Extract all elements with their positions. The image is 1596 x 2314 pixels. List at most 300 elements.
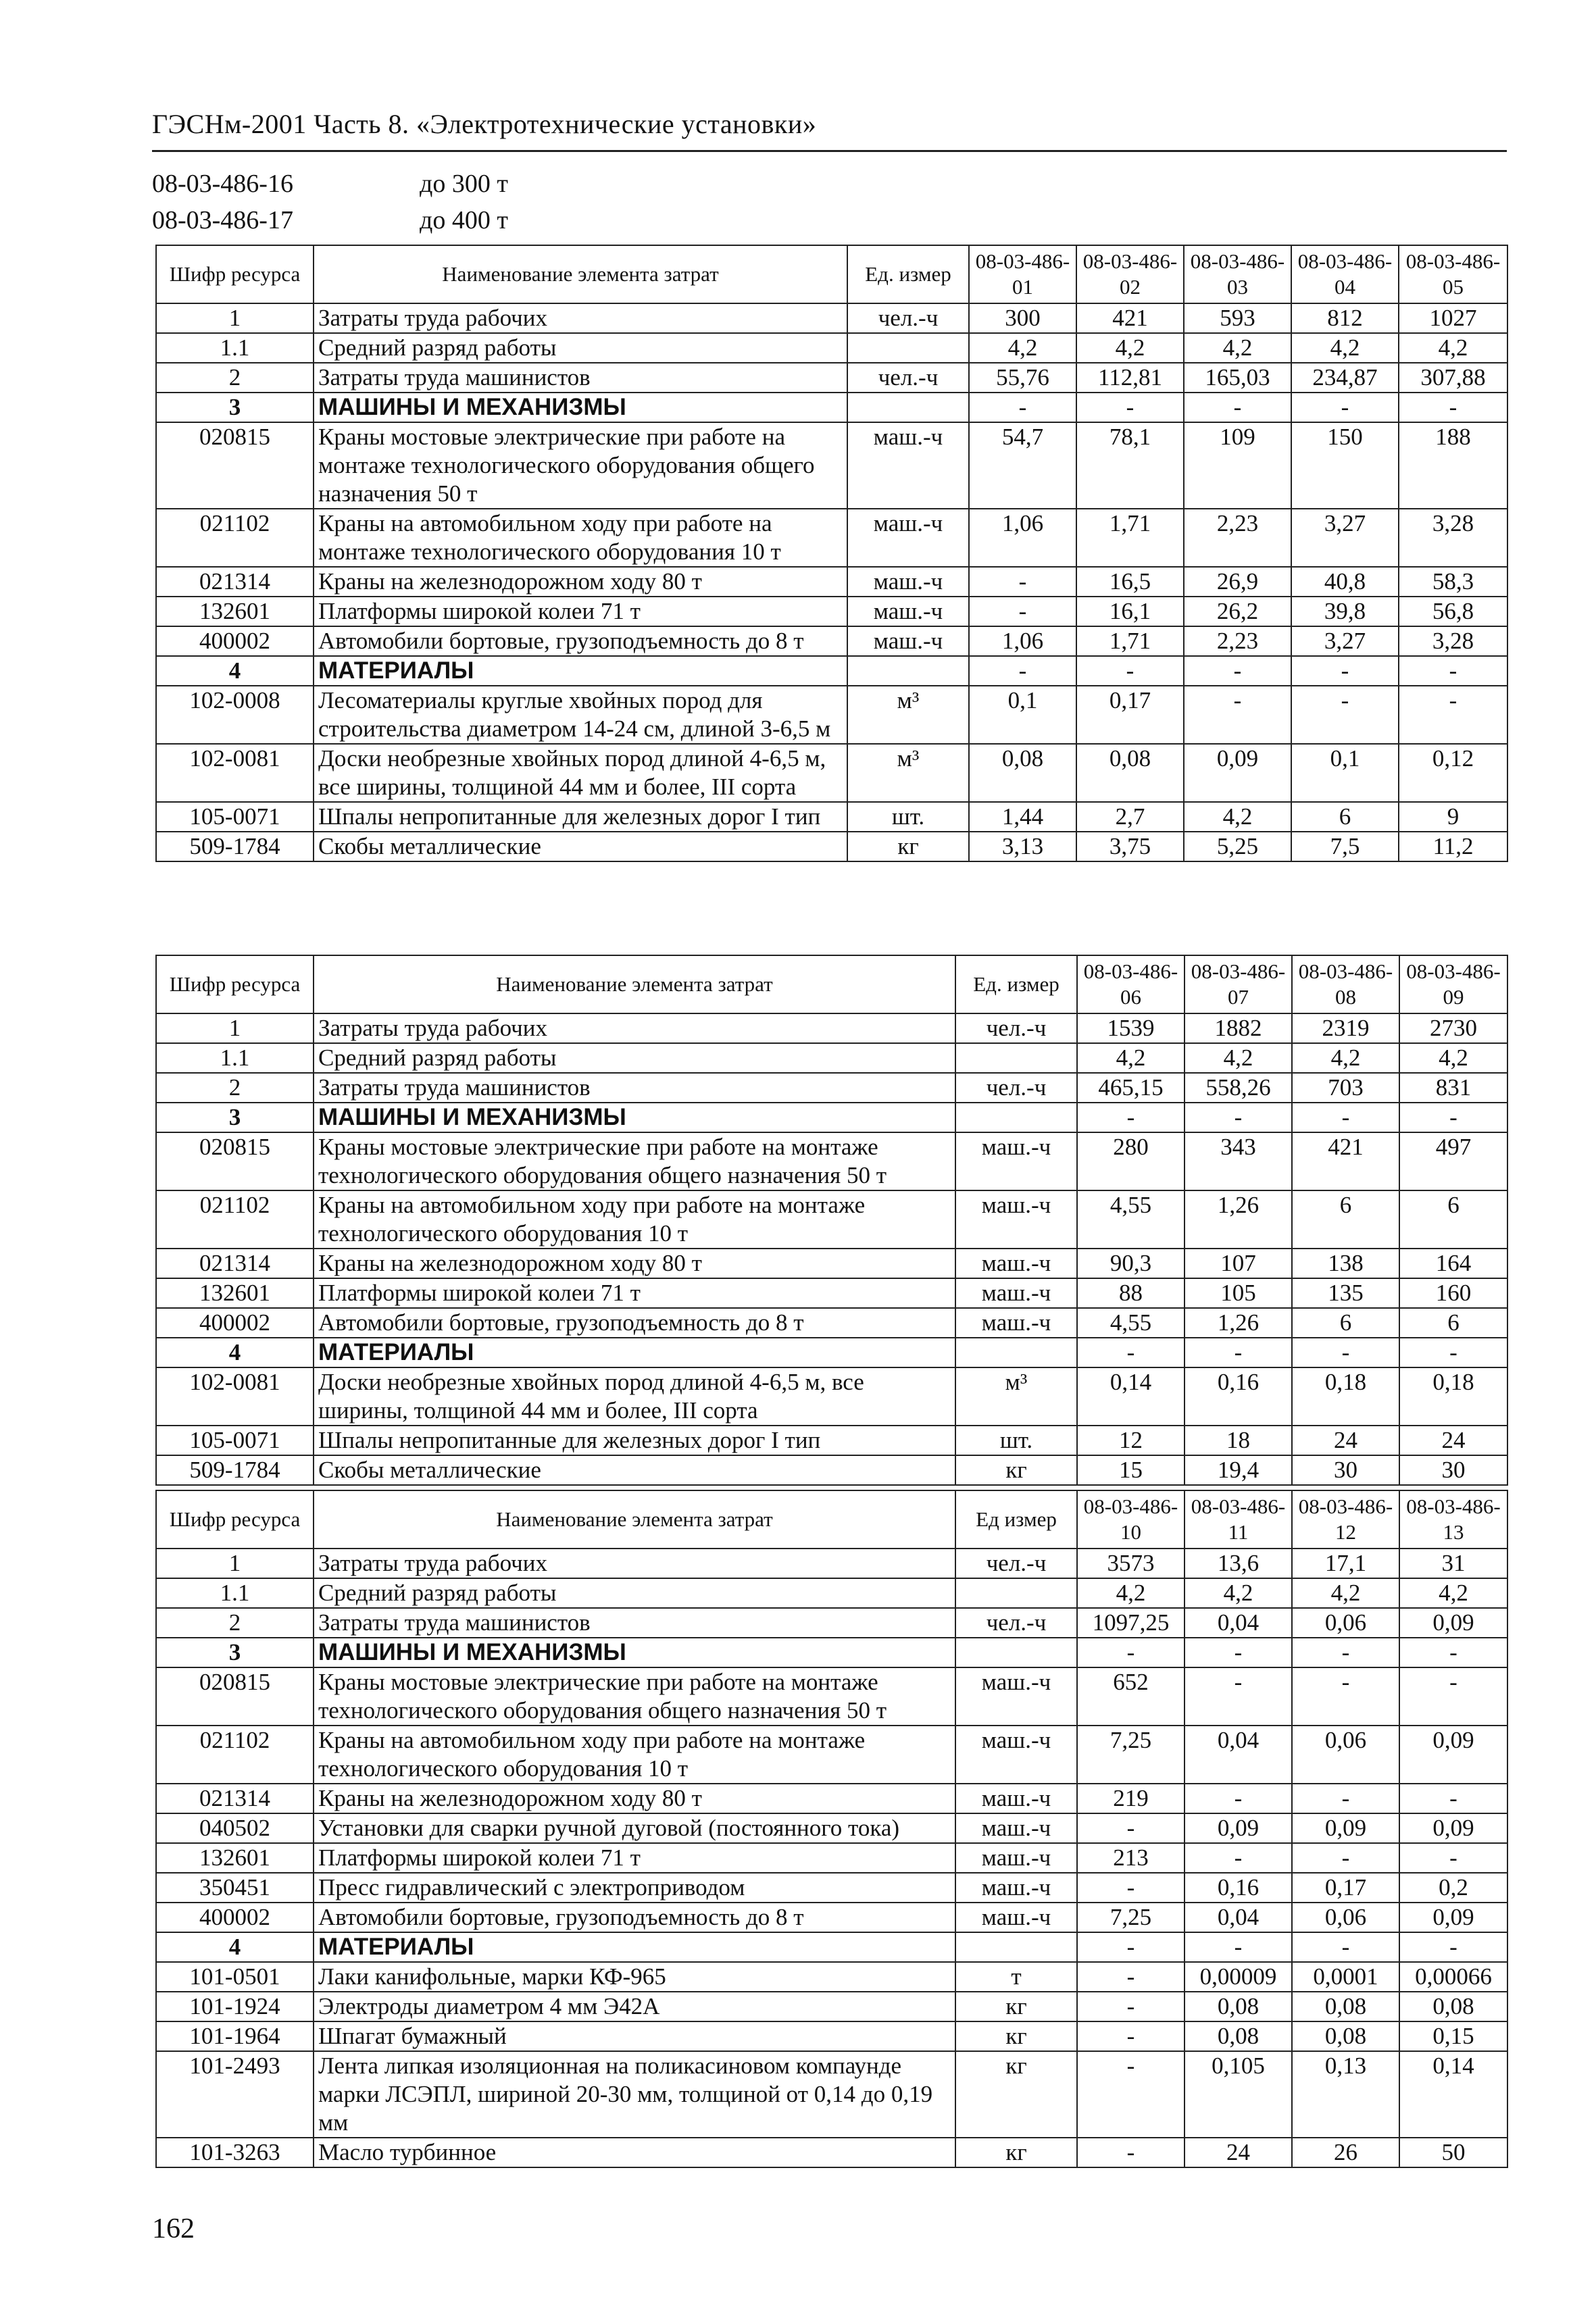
resource-code: 021314 bbox=[156, 1784, 314, 1813]
resource-name: Затраты труда рабочих bbox=[314, 1013, 955, 1043]
resource-value: - bbox=[1292, 1932, 1399, 1962]
resource-value: 6 bbox=[1399, 1308, 1507, 1338]
resource-code: 3 bbox=[156, 1638, 314, 1667]
resource-value: 4,2 bbox=[1077, 1043, 1184, 1073]
resource-value: - bbox=[969, 656, 1076, 686]
header-unit: Ед измер bbox=[955, 1490, 1077, 1549]
resource-value: 26,2 bbox=[1184, 597, 1291, 626]
resource-value: 90,3 bbox=[1077, 1249, 1184, 1278]
table-row bbox=[156, 422, 1507, 509]
resource-value: 307,88 bbox=[1399, 363, 1507, 393]
resource-name: Краны мостовые электрические при работе на монтаже технологического оборудования общего назначения 50 т bbox=[314, 1132, 955, 1190]
resource-value: 0,17 bbox=[1292, 1873, 1399, 1903]
resource-code: 101-3263 bbox=[156, 2138, 314, 2167]
resource-value: 2730 bbox=[1399, 1013, 1507, 1043]
resource-value: 54,7 bbox=[969, 422, 1076, 509]
resource-name: МАТЕРИАЛЫ bbox=[314, 1338, 955, 1367]
resource-value: 1,26 bbox=[1184, 1308, 1292, 1338]
table-row bbox=[156, 1784, 1507, 1813]
resource-value: - bbox=[1077, 1338, 1184, 1367]
resource-value: - bbox=[1077, 1638, 1184, 1667]
resource-value: 0,08 bbox=[969, 744, 1076, 802]
resource-unit: маш.-ч bbox=[955, 1903, 1077, 1932]
resource-value: - bbox=[1292, 1638, 1399, 1667]
section-row bbox=[156, 656, 1507, 686]
resource-unit bbox=[955, 1043, 1077, 1073]
resource-value: - bbox=[969, 597, 1076, 626]
resource-code: 020815 bbox=[156, 1132, 314, 1190]
resource-value: 105 bbox=[1184, 1278, 1292, 1308]
header-row bbox=[156, 955, 1507, 1013]
resource-code: 102-0081 bbox=[156, 1367, 314, 1426]
resource-value: - bbox=[1076, 393, 1184, 422]
resource-code: 1.1 bbox=[156, 1578, 314, 1608]
resource-value: 0,13 bbox=[1292, 2051, 1399, 2138]
resource-value: 24 bbox=[1292, 1426, 1399, 1455]
header-name: Наименование элемента затрат bbox=[314, 955, 955, 1013]
resource-value: 558,26 bbox=[1184, 1073, 1292, 1103]
resource-unit: чел.-ч bbox=[955, 1608, 1077, 1638]
resource-code: 132601 bbox=[156, 1278, 314, 1308]
resource-name: Затраты труда рабочих bbox=[314, 303, 847, 333]
resource-value: 56,8 bbox=[1399, 597, 1507, 626]
resource-unit: кг bbox=[955, 2138, 1077, 2167]
resource-code: 021102 bbox=[156, 509, 314, 567]
resource-value: 0,08 bbox=[1184, 2021, 1292, 2051]
resource-value: 3,27 bbox=[1291, 626, 1399, 656]
resource-value: 4,2 bbox=[1184, 802, 1291, 832]
header-column-code: 08-03-486-12 bbox=[1292, 1490, 1399, 1549]
header-unit: Ед. измер bbox=[847, 245, 969, 303]
resource-value: 0,1 bbox=[1291, 744, 1399, 802]
resource-value: 17,1 bbox=[1292, 1549, 1399, 1578]
resource-unit: чел.-ч bbox=[847, 363, 969, 393]
resource-value: 164 bbox=[1399, 1249, 1507, 1278]
resource-unit: маш.-ч bbox=[955, 1784, 1077, 1813]
resource-value: 4,2 bbox=[1399, 333, 1507, 363]
resource-code: 509-1784 bbox=[156, 832, 314, 861]
resource-value: - bbox=[1399, 1784, 1507, 1813]
resource-name: Краны на железнодорожном ходу 80 т bbox=[314, 1784, 955, 1813]
header-code: Шифр ресурса bbox=[156, 955, 314, 1013]
resource-value: 6 bbox=[1292, 1308, 1399, 1338]
resource-unit: чел.-ч bbox=[847, 303, 969, 333]
resource-code: 105-0071 bbox=[156, 802, 314, 832]
resource-name: Средний разряд работы bbox=[314, 1043, 955, 1073]
resource-value: - bbox=[1077, 1103, 1184, 1132]
resource-value: - bbox=[1077, 1932, 1184, 1962]
resource-name: Краны на автомобильном ходу при работе на монтаже технологического оборудования 10 т bbox=[314, 1726, 955, 1784]
resource-value: 4,2 bbox=[1077, 1578, 1184, 1608]
resource-value: 4,2 bbox=[1399, 1043, 1507, 1073]
resource-value: 1882 bbox=[1184, 1013, 1292, 1043]
table-row bbox=[156, 832, 1507, 861]
resource-unit: чел.-ч bbox=[955, 1549, 1077, 1578]
resource-value: 421 bbox=[1292, 1132, 1399, 1190]
resource-value: 1,26 bbox=[1184, 1190, 1292, 1249]
resource-unit: маш.-ч bbox=[847, 597, 969, 626]
resource-code: 132601 bbox=[156, 597, 314, 626]
resource-value: 812 bbox=[1291, 303, 1399, 333]
resource-table-3 bbox=[155, 1490, 1508, 2168]
resource-value: 1539 bbox=[1077, 1013, 1184, 1043]
resource-unit bbox=[955, 1103, 1077, 1132]
resource-value: - bbox=[1292, 1103, 1399, 1132]
resource-name: Скобы металлические bbox=[314, 1455, 955, 1485]
resource-value: 1097,25 bbox=[1077, 1608, 1184, 1638]
resource-value: 2,23 bbox=[1184, 626, 1291, 656]
resource-value: 88 bbox=[1077, 1278, 1184, 1308]
resource-value: 30 bbox=[1292, 1455, 1399, 1485]
resource-code: 400002 bbox=[156, 1308, 314, 1338]
header-code: Шифр ресурса bbox=[156, 1490, 314, 1549]
resource-name: Скобы металлические bbox=[314, 832, 847, 861]
resource-value: - bbox=[1399, 1103, 1507, 1132]
resource-value: - bbox=[969, 567, 1076, 597]
section-row bbox=[156, 1638, 1507, 1667]
resource-name: Доски необрезные хвойных пород длиной 4-6,5 м, все ширины, толщиной 44 мм и более, III сорта bbox=[314, 744, 847, 802]
header-column-code: 08-03-486-10 bbox=[1077, 1490, 1184, 1549]
table-row bbox=[156, 1013, 1507, 1043]
resource-value: 4,2 bbox=[1291, 333, 1399, 363]
header-column-code: 08-03-486-11 bbox=[1184, 1490, 1292, 1549]
resource-unit: м³ bbox=[955, 1367, 1077, 1426]
resource-value: 6 bbox=[1292, 1190, 1399, 1249]
resource-unit: шт. bbox=[847, 802, 969, 832]
resource-value: 0,08 bbox=[1076, 744, 1184, 802]
resource-value: 165,03 bbox=[1184, 363, 1291, 393]
resource-code: 1 bbox=[156, 303, 314, 333]
table-row bbox=[156, 1132, 1507, 1190]
resource-value: 2,7 bbox=[1076, 802, 1184, 832]
resource-name: Автомобили бортовые, грузоподъемность до 8 т bbox=[314, 1308, 955, 1338]
resource-value: 1,06 bbox=[969, 626, 1076, 656]
resource-value: 0,1 bbox=[969, 686, 1076, 744]
table-row bbox=[156, 509, 1507, 567]
resource-value: - bbox=[1399, 686, 1507, 744]
resource-unit: чел.-ч bbox=[955, 1073, 1077, 1103]
resource-code: 021314 bbox=[156, 567, 314, 597]
resource-code: 020815 bbox=[156, 422, 314, 509]
table-row bbox=[156, 303, 1507, 333]
resource-value: - bbox=[1184, 1638, 1292, 1667]
resource-value: 0,08 bbox=[1292, 2021, 1399, 2051]
resource-unit: маш.-ч bbox=[955, 1843, 1077, 1873]
resource-value: 112,81 bbox=[1076, 363, 1184, 393]
resource-value: 6 bbox=[1291, 802, 1399, 832]
resource-value: 593 bbox=[1184, 303, 1291, 333]
resource-value: 0,12 bbox=[1399, 744, 1507, 802]
resource-value: - bbox=[1292, 1784, 1399, 1813]
resource-unit: маш.-ч bbox=[847, 567, 969, 597]
table-row bbox=[156, 1843, 1507, 1873]
section-row bbox=[156, 1338, 1507, 1367]
resource-value: 24 bbox=[1184, 2138, 1292, 2167]
resource-value: 0,08 bbox=[1184, 1992, 1292, 2021]
resource-value: 0,18 bbox=[1399, 1367, 1507, 1426]
resource-name: Шпалы непропитанные для железных дорог I тип bbox=[314, 802, 847, 832]
resource-code: 4 bbox=[156, 1338, 314, 1367]
resource-unit: маш.-ч bbox=[955, 1308, 1077, 1338]
resource-code: 102-0081 bbox=[156, 744, 314, 802]
resource-code: 020815 bbox=[156, 1667, 314, 1726]
resource-value: - bbox=[1399, 1338, 1507, 1367]
resource-value: - bbox=[1077, 1873, 1184, 1903]
resource-unit bbox=[955, 1638, 1077, 1667]
resource-value: 0,14 bbox=[1399, 2051, 1507, 2138]
header-row bbox=[156, 1490, 1507, 1549]
table-row bbox=[156, 1278, 1507, 1308]
resource-value: - bbox=[1077, 2051, 1184, 2138]
resource-value: 0,04 bbox=[1184, 1608, 1292, 1638]
resource-value: 26,9 bbox=[1184, 567, 1291, 597]
resource-value: 78,1 bbox=[1076, 422, 1184, 509]
table-row bbox=[156, 567, 1507, 597]
resource-value: - bbox=[1399, 393, 1507, 422]
code-description: до 400 т bbox=[420, 206, 508, 234]
resource-value: - bbox=[1077, 2138, 1184, 2167]
table-row bbox=[156, 1608, 1507, 1638]
resource-value: 3,28 bbox=[1399, 509, 1507, 567]
table-row bbox=[156, 1249, 1507, 1278]
section-row bbox=[156, 1103, 1507, 1132]
resource-value: 0,17 bbox=[1076, 686, 1184, 744]
resource-value: - bbox=[1184, 1667, 1292, 1726]
resource-unit bbox=[955, 1578, 1077, 1608]
resource-value: 0,06 bbox=[1292, 1903, 1399, 1932]
resource-unit: маш.-ч bbox=[955, 1873, 1077, 1903]
resource-value: 26 bbox=[1292, 2138, 1399, 2167]
section-row bbox=[156, 393, 1507, 422]
resource-name: Краны на железнодорожном ходу 80 т bbox=[314, 1249, 955, 1278]
resource-name: Затраты труда машинистов bbox=[314, 1073, 955, 1103]
table-row bbox=[156, 1073, 1507, 1103]
resource-value: 4,2 bbox=[1076, 333, 1184, 363]
table-row bbox=[156, 333, 1507, 363]
table-row bbox=[156, 1455, 1507, 1485]
resource-value: 5,25 bbox=[1184, 832, 1291, 861]
resource-code: 509-1784 bbox=[156, 1455, 314, 1485]
table-row bbox=[156, 1426, 1507, 1455]
resource-value: - bbox=[1291, 686, 1399, 744]
resource-value: 11,2 bbox=[1399, 832, 1507, 861]
resource-value: 19,4 bbox=[1184, 1455, 1292, 1485]
resource-value: 107 bbox=[1184, 1249, 1292, 1278]
resource-value: 4,2 bbox=[1184, 333, 1291, 363]
resource-value: - bbox=[1184, 656, 1291, 686]
header-name: Наименование элемента затрат bbox=[314, 1490, 955, 1549]
resource-value: 0,09 bbox=[1399, 1903, 1507, 1932]
resource-name: Краны на железнодорожном ходу 80 т bbox=[314, 567, 847, 597]
resource-name: МАТЕРИАЛЫ bbox=[314, 1932, 955, 1962]
resource-value: 135 bbox=[1292, 1278, 1399, 1308]
header-column-code: 08-03-486-09 bbox=[1399, 955, 1507, 1013]
resource-name: Установки для сварки ручной дуговой (постоянного тока) bbox=[314, 1813, 955, 1843]
resource-value: 421 bbox=[1076, 303, 1184, 333]
table-row bbox=[156, 1367, 1507, 1426]
resource-unit: маш.-ч bbox=[955, 1726, 1077, 1784]
resource-value: 4,2 bbox=[1184, 1578, 1292, 1608]
resource-value: 0,16 bbox=[1184, 1367, 1292, 1426]
resource-code: 3 bbox=[156, 393, 314, 422]
resource-value: 50 bbox=[1399, 2138, 1507, 2167]
resource-value: 0,16 bbox=[1184, 1873, 1292, 1903]
resource-value: 4,2 bbox=[1292, 1043, 1399, 1073]
resource-value: 7,5 bbox=[1291, 832, 1399, 861]
resource-code: 2 bbox=[156, 1073, 314, 1103]
resource-code: 102-0008 bbox=[156, 686, 314, 744]
resource-value: 12 bbox=[1077, 1426, 1184, 1455]
header-column-code: 08-03-486-03 bbox=[1184, 245, 1291, 303]
resource-value: - bbox=[1399, 1638, 1507, 1667]
resource-value: 831 bbox=[1399, 1073, 1507, 1103]
resource-code: 350451 bbox=[156, 1873, 314, 1903]
resource-code: 1 bbox=[156, 1013, 314, 1043]
resource-name: Лента липкая изоляционная на поликасиновом компаунде марки ЛСЭПЛ, шириной 20-30 мм, толщиной от 0,14 до 0,19 мм bbox=[314, 2051, 955, 2138]
resource-value: 18 bbox=[1184, 1426, 1292, 1455]
resource-value: 234,87 bbox=[1291, 363, 1399, 393]
resource-unit bbox=[955, 1338, 1077, 1367]
resource-value: 4,55 bbox=[1077, 1308, 1184, 1338]
resource-value: 0,08 bbox=[1399, 1992, 1507, 2021]
table-row bbox=[156, 1903, 1507, 1932]
resource-value: 0,105 bbox=[1184, 2051, 1292, 2138]
resource-value: - bbox=[1076, 656, 1184, 686]
resource-value: 0,04 bbox=[1184, 1903, 1292, 1932]
resource-value: 4,55 bbox=[1077, 1190, 1184, 1249]
code-list bbox=[152, 166, 508, 238]
header-column-code: 08-03-486-05 bbox=[1399, 245, 1507, 303]
resource-value: - bbox=[1292, 1667, 1399, 1726]
resource-value: 0,00066 bbox=[1399, 1962, 1507, 1992]
resource-name: МАШИНЫ И МЕХАНИЗМЫ bbox=[314, 1103, 955, 1132]
resource-code: 400002 bbox=[156, 1903, 314, 1932]
resource-value: 0,0001 bbox=[1292, 1962, 1399, 1992]
resource-value: - bbox=[1184, 1338, 1292, 1367]
resource-value: - bbox=[1399, 1843, 1507, 1873]
resource-value: 703 bbox=[1292, 1073, 1399, 1103]
header-column-code: 08-03-486-13 bbox=[1399, 1490, 1507, 1549]
resource-value: 9 bbox=[1399, 802, 1507, 832]
table-row bbox=[156, 626, 1507, 656]
resource-code: 4 bbox=[156, 1932, 314, 1962]
resource-name: Автомобили бортовые, грузоподъемность до 8 т bbox=[314, 1903, 955, 1932]
table-row bbox=[156, 1667, 1507, 1726]
resource-value: 0,04 bbox=[1184, 1726, 1292, 1784]
resource-code: 101-1964 bbox=[156, 2021, 314, 2051]
table-row bbox=[156, 744, 1507, 802]
resource-value: 0,00009 bbox=[1184, 1962, 1292, 1992]
resource-value: 1,71 bbox=[1076, 509, 1184, 567]
resource-unit bbox=[847, 393, 969, 422]
resource-value: 0,15 bbox=[1399, 2021, 1507, 2051]
header-column-code: 08-03-486-02 bbox=[1076, 245, 1184, 303]
resource-unit: кг bbox=[955, 1992, 1077, 2021]
resource-unit: кг bbox=[955, 2051, 1077, 2138]
header-divider bbox=[152, 150, 1507, 152]
resource-name: Лаки канифольные, марки КФ-965 bbox=[314, 1962, 955, 1992]
resource-value: 16,1 bbox=[1076, 597, 1184, 626]
resource-unit: маш.-ч bbox=[847, 422, 969, 509]
resource-name: Затраты труда рабочих bbox=[314, 1549, 955, 1578]
resource-value: 0,2 bbox=[1399, 1873, 1507, 1903]
resource-name: Краны мостовые электрические при работе на монтаже технологического оборудования общего назначения 50 т bbox=[314, 422, 847, 509]
resource-value: - bbox=[1184, 686, 1291, 744]
table-row bbox=[156, 1962, 1507, 1992]
resource-value: 0,18 bbox=[1292, 1367, 1399, 1426]
resource-name: Электроды диаметром 4 мм Э42А bbox=[314, 1992, 955, 2021]
resource-value: 24 bbox=[1399, 1426, 1507, 1455]
resource-unit: чел.-ч bbox=[955, 1013, 1077, 1043]
resource-unit: маш.-ч bbox=[955, 1278, 1077, 1308]
table-row bbox=[156, 1190, 1507, 1249]
resource-unit: маш.-ч bbox=[955, 1813, 1077, 1843]
resource-value: 1027 bbox=[1399, 303, 1507, 333]
resource-unit: кг bbox=[955, 1455, 1077, 1485]
table-row bbox=[156, 2021, 1507, 2051]
resource-value: - bbox=[1399, 656, 1507, 686]
resource-code: 1.1 bbox=[156, 1043, 314, 1073]
resource-code: 101-1924 bbox=[156, 1992, 314, 2021]
table-row bbox=[156, 1043, 1507, 1073]
resource-unit: маш.-ч bbox=[847, 626, 969, 656]
resource-value: - bbox=[1291, 393, 1399, 422]
resource-name: Краны мостовые электрические при работе на монтаже технологического оборудования общего назначения 50 т bbox=[314, 1667, 955, 1726]
resource-value: 16,5 bbox=[1076, 567, 1184, 597]
resource-code: 3 bbox=[156, 1103, 314, 1132]
resource-name: Краны на автомобильном ходу при работе на монтаже технологического оборудования 10 т bbox=[314, 1190, 955, 1249]
resource-name: Шпагат бумажный bbox=[314, 2021, 955, 2051]
header-code: Шифр ресурса bbox=[156, 245, 314, 303]
header-column-code: 08-03-486-07 bbox=[1184, 955, 1292, 1013]
header-row bbox=[156, 245, 1507, 303]
resource-value: 4,2 bbox=[1184, 1043, 1292, 1073]
resource-code: 4 bbox=[156, 656, 314, 686]
resource-value: 0,09 bbox=[1399, 1726, 1507, 1784]
resource-value: 0,09 bbox=[1399, 1813, 1507, 1843]
resource-value: - bbox=[1184, 1784, 1292, 1813]
table-row bbox=[156, 1873, 1507, 1903]
resource-value: 280 bbox=[1077, 1132, 1184, 1190]
page-header: ГЭСНм-2001 Часть 8. «Электротехнические установки» bbox=[152, 109, 817, 139]
resource-value: 138 bbox=[1292, 1249, 1399, 1278]
resource-code: 101-0501 bbox=[156, 1962, 314, 1992]
resource-name: Доски необрезные хвойных пород длиной 4-6,5 м, все ширины, толщиной 44 мм и более, III сорта bbox=[314, 1367, 955, 1426]
resource-value: 652 bbox=[1077, 1667, 1184, 1726]
resource-value: 150 bbox=[1291, 422, 1399, 509]
resource-value: 39,8 bbox=[1291, 597, 1399, 626]
table-row bbox=[156, 1813, 1507, 1843]
resource-unit bbox=[955, 1932, 1077, 1962]
resource-value: 2319 bbox=[1292, 1013, 1399, 1043]
resource-value: 4,2 bbox=[1399, 1578, 1507, 1608]
resource-name: Шпалы непропитанные для железных дорог I тип bbox=[314, 1426, 955, 1455]
resource-unit: кг bbox=[955, 2021, 1077, 2051]
resource-table-2 bbox=[155, 955, 1508, 1486]
resource-value: 0,06 bbox=[1292, 1608, 1399, 1638]
resource-unit: т bbox=[955, 1962, 1077, 1992]
resource-unit bbox=[847, 333, 969, 363]
resource-value: 497 bbox=[1399, 1132, 1507, 1190]
resource-value: - bbox=[1291, 656, 1399, 686]
resource-code: 021102 bbox=[156, 1726, 314, 1784]
resource-code: 105-0071 bbox=[156, 1426, 314, 1455]
code-description: до 300 т bbox=[420, 170, 508, 198]
resource-value: 31 bbox=[1399, 1549, 1507, 1578]
resource-value: - bbox=[1292, 1843, 1399, 1873]
resource-unit: маш.-ч bbox=[955, 1667, 1077, 1726]
table-row bbox=[156, 1549, 1507, 1578]
